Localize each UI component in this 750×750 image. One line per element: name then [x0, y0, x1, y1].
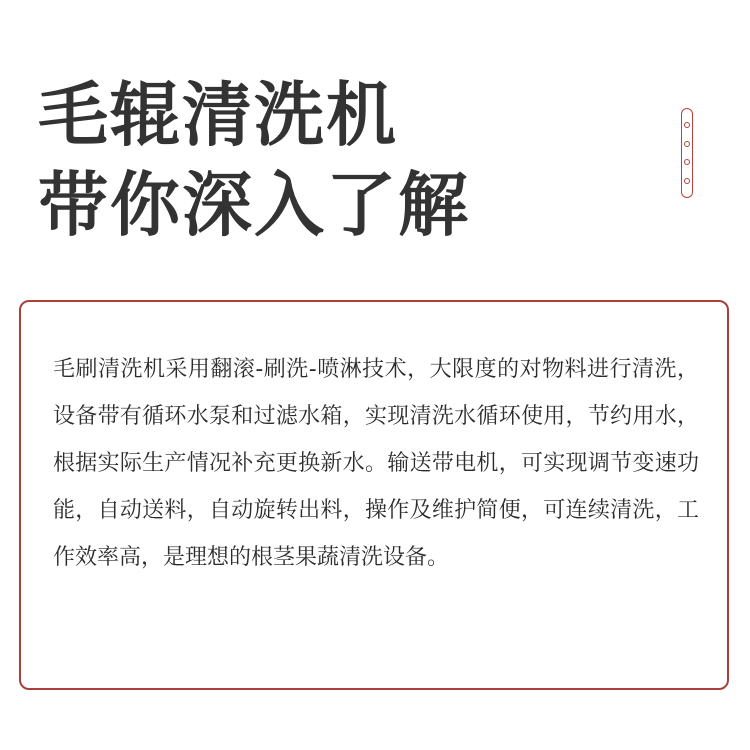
title-line-1: 毛辊清洗机 — [38, 74, 398, 156]
dot-icon — [684, 122, 690, 128]
title-line-2: 带你深入了解 — [38, 164, 470, 246]
description-card — [19, 300, 729, 690]
dot-icon — [684, 178, 690, 184]
dots-decoration-icon — [681, 108, 693, 198]
description-text: 毛刷清洗机采用翻滚-刷洗-喷淋技术，大限度的对物料进行清洗，设备带有循环水泵和过滤水箱，实现清洗水循环使用，节约用水，根据实际生产情况补充更换新水。输送带电机，可实现调节变速功能，自动送料，自动旋转出料，操作及维护简便，可连续清洗，工作效率高，是理想的根茎果蔬清洗设备。 — [53, 357, 699, 570]
dot-icon — [684, 159, 690, 165]
dot-icon — [684, 141, 690, 147]
page-title — [38, 70, 470, 250]
